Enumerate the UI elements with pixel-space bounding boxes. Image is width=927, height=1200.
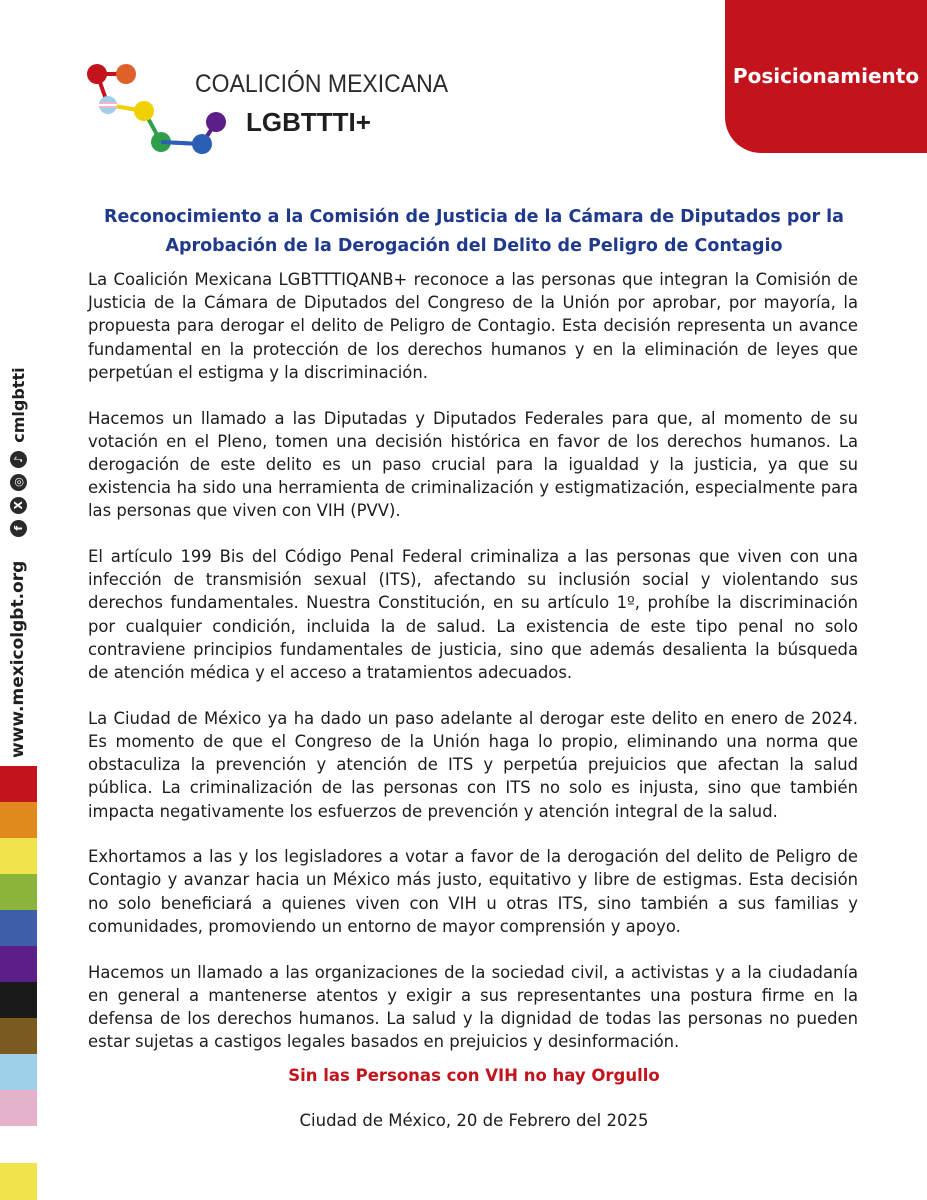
tiktok-icon: ♪ [10, 451, 27, 468]
stripe-orange [0, 802, 37, 838]
stripe-yellow-bottom [0, 1163, 37, 1200]
facebook-icon: f [10, 520, 27, 537]
slogan: Sin las Personas con VIH no hay Orgullo [288, 1066, 660, 1085]
x-icon: X [10, 497, 27, 514]
stripe-light-blue [0, 1054, 37, 1090]
stripe-yellow [0, 838, 37, 874]
stripe-pink [0, 1090, 37, 1126]
stripe-green [0, 874, 37, 910]
document-type-tab [725, 0, 927, 153]
paragraph: Exhortamos a las y los legisladores a votar a favor de la derogación del delito de Peligro de Contagio y avanzar hacia un México más justo, equitativo y libre de estigmas. Esta decisión no solo beneficiará a quienes viven con VIH u otras ITS, sino también a sus familias y comunidades, promoviendo un entorno de mayor comprensión y apoyo. [88, 847, 858, 936]
document-body [88, 268, 858, 1076]
stripe-purple [0, 946, 37, 982]
stripe-blue [0, 910, 37, 946]
instagram-icon: ◎ [10, 474, 27, 491]
coalition-logo [86, 62, 449, 157]
paragraph: El artículo 199 Bis del Código Penal Federal criminaliza a las personas que viven con una infección de transmisión sexual (ITS), afectando su inclusión social y violentando sus derechos fundamentales. Nuestra Constitución, en su artículo 1º, prohíbe la discriminación por cualquier condición, incluida la de salud. La existencia de este tipo penal no solo contraviene principios fundamentales de justicia, sino que además desalienta la búsqueda de atención médica y el acceso a tratamientos adecuados. [88, 547, 858, 683]
stripe-red [0, 766, 37, 802]
document-title: Reconocimiento a la Comisión de Justicia de la Cámara de Diputados por la Aprobación de la Derogación del Delito de Peligro de Contagio [104, 207, 844, 256]
document-type-label: Posicionamiento [732, 64, 920, 88]
sidebar-contact [4, 318, 32, 758]
org-name-line2: LGBTTTI+ [246, 107, 371, 137]
website-text: www.mexicolgbt.org [8, 560, 28, 758]
paragraph: La Coalición Mexicana LGBTTTIQANB+ reconoce a las personas que integran la Comisión de Justicia de la Cámara de Diputados del Congreso de la Unión por aprobar, por mayoría, la propuesta para derogar el delito de Peligro de Contagio. Esta decisión representa un avance fundamental en la protección de los derechos humanos y en la eliminación de leyes que perpetúan el estigma y la discriminación. [88, 270, 858, 382]
dateline: Ciudad de México, 20 de Febrero del 2025 [299, 1111, 649, 1130]
pride-stripes [0, 766, 37, 1126]
stripe-black [0, 982, 37, 1018]
social-handle: cmlgbtti [8, 367, 28, 443]
paragraph: Hacemos un llamado a las Diputadas y Diputados Federales para que, al momento de su votación en el Pleno, tomen una decisión histórica en favor de los derechos humanos. La derogación de este delito es un paso crucial para la igualdad y la justicia, ya que su existencia ha sido una herramienta de criminalización y estigmatización, especialmente para las personas que viven con VIH (PVV). [88, 408, 858, 521]
stripe-brown [0, 1018, 37, 1054]
paragraph: Hacemos un llamado a las organizaciones de la sociedad civil, a activistas y a la ciudadanía en general a mantenerse atentos y exigir a sus representantes una postura firme en la defensa de los derechos humanos. La salud y la dignidad de todas las personas no pueden estar sujetas a castigos legales basados en prejuicios y desinformación. [88, 962, 858, 1052]
org-name-line1: COALICIÓN MEXICANA [195, 70, 449, 98]
paragraph: La Ciudad de México ya ha dado un paso adelante al derogar este delito en enero de 2024. Es momento de que el Congreso de la Unión haga lo propio, eliminando una norma que obstaculiza la prevención y atención de ITS y perpetúa prejuicios que afectan la salud pública. La criminalización de las personas con ITS no solo es injusta, sino que también impacta negativamente los esfuerzos de prevención y atención integral de la salud. [88, 708, 858, 821]
